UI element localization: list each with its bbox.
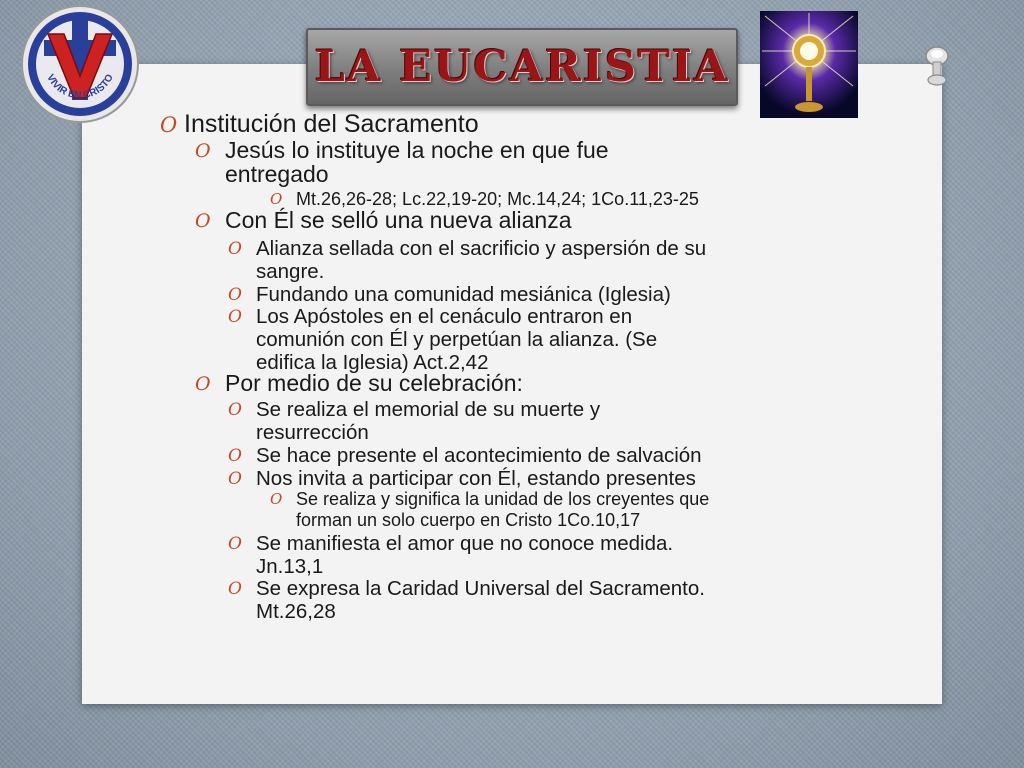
list-item-text: Los Apóstoles en el cenáculo entraron en — [256, 305, 633, 328]
bullet-icon: O — [228, 446, 242, 466]
list-item-text: Alianza sellada con el sacrificio y aspersión de su — [256, 237, 707, 260]
bullet-icon: O — [270, 490, 283, 508]
list-item-text: Fundando una comunidad mesiánica (Iglesia) — [256, 283, 671, 306]
bullet-icon: O — [228, 307, 242, 327]
list-item-text: resurrección — [256, 421, 369, 444]
logo-text: VIVIR EN CRISTO — [44, 72, 116, 102]
list-item-text: Se hace presente el acontecimiento de salvación — [256, 444, 702, 467]
list-item-text: Nos invita a participar con Él, estando presentes — [256, 467, 696, 490]
list-item-text: sangre. — [256, 260, 325, 283]
list-item-text: Por medio de su celebración: — [225, 370, 523, 396]
bullet-icon: O — [195, 210, 211, 232]
list-item-text: Institución del Sacramento — [184, 110, 479, 138]
list-item-text: edifica la Iglesia) Act.2,42 — [256, 351, 489, 374]
list-item-text: Se realiza y significa la unidad de los creyentes que — [296, 489, 710, 509]
bullet-icon: O — [195, 373, 211, 395]
bullet-icon: O — [228, 285, 242, 305]
bullet-icon: O — [160, 113, 178, 137]
list-item-text: Se manifiesta el amor que no conoce medida. — [256, 532, 674, 555]
list-item-text: Mt.26,26-28; Lc.22,19-20; Mc.14,24; 1Co.11,23-25 — [296, 189, 699, 209]
list-item-text: Con Él se selló una nueva alianza — [225, 207, 572, 233]
list-item-text: entregado — [225, 161, 329, 187]
bullet-icon: O — [228, 579, 242, 599]
page-title: LA EUCARISTIA — [314, 42, 730, 92]
bullet-icon: O — [228, 400, 242, 420]
list-item-text: comunión con Él y perpetúan la alianza. (Se — [256, 328, 658, 351]
list-item-text: Jesús lo instituye la noche en que fue — [225, 137, 609, 163]
list-item-text: Se expresa la Caridad Universal del Sacramento. — [256, 577, 705, 600]
list-item-text: forman un solo cuerpo en Cristo 1Co.10,17 — [296, 510, 641, 530]
list-item-text: Mt.26,28 — [256, 600, 336, 623]
bullet-icon: O — [228, 469, 242, 489]
list-item-text: Jn.13,1 — [256, 555, 324, 578]
list-item-text: Se realiza el memorial de su muerte y — [256, 398, 601, 421]
bullet-icon: O — [228, 534, 242, 554]
bullet-icon: O — [270, 190, 283, 208]
bullet-icon: O — [228, 239, 242, 259]
bullet-icon: O — [195, 140, 211, 162]
